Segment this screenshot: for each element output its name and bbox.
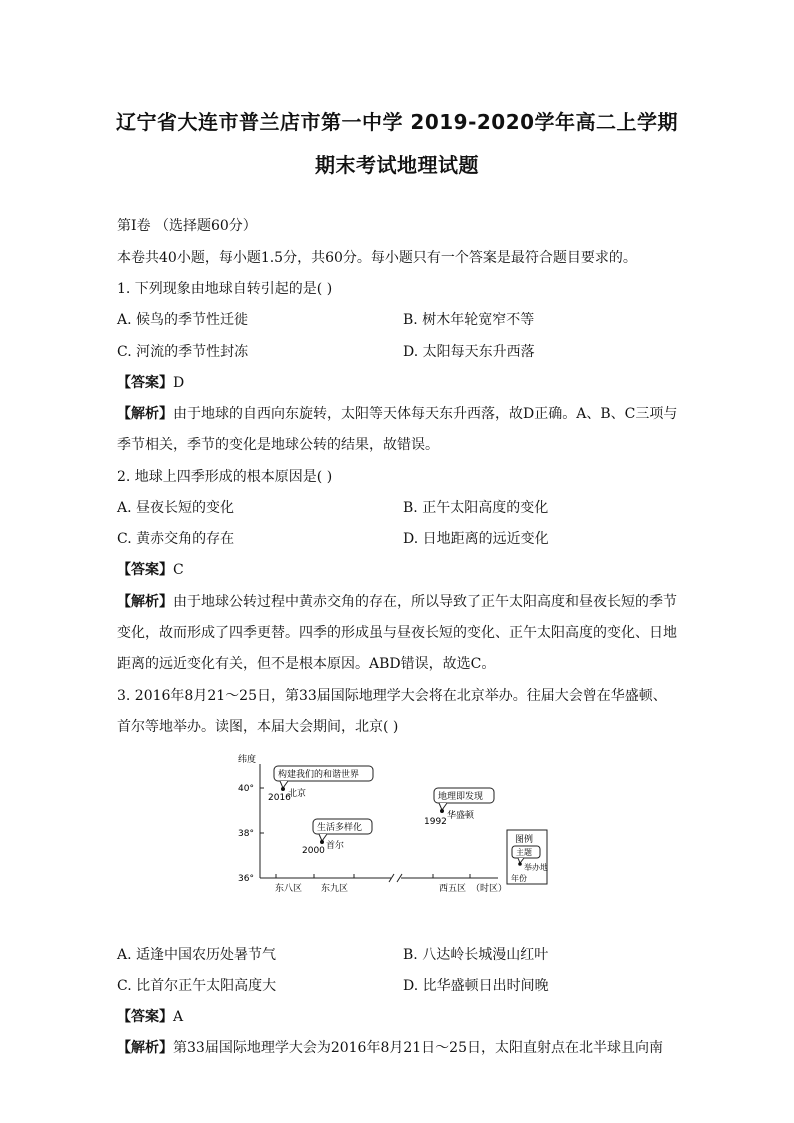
answer-value: A xyxy=(173,1009,184,1025)
answer-value: C xyxy=(173,562,184,578)
year-label-washington: 1992 xyxy=(424,817,447,827)
question-3-option-a: A. 适逢中国农历处暑节气 xyxy=(117,947,277,963)
point-washington xyxy=(440,809,444,813)
question-3-answer xyxy=(117,1007,183,1027)
question-1-analysis-line-2: 季节相关，季节的变化是地球公转的结果，故错误。 xyxy=(117,437,439,453)
y-tick-label: 38° xyxy=(238,829,254,839)
question-1-option-a: A. 候鸟的季节性迁徙 xyxy=(117,312,249,328)
legend-title: 图例 xyxy=(515,835,534,845)
question-2-option-c: C. 黄赤交角的存在 xyxy=(117,531,235,547)
question-2-analysis xyxy=(117,592,677,612)
question-1-option-b: B. 树木年轮宽窄不等 xyxy=(403,312,535,328)
analysis-label: 【解析】 xyxy=(117,594,173,610)
question-3-option-d: D. 比华盛顿日出时间晚 xyxy=(403,978,549,994)
answer-label: 【答案】 xyxy=(117,375,173,391)
x-tick-label: 东九区 xyxy=(321,884,349,894)
point-beijing xyxy=(281,787,285,791)
city-label-beijing: 北京 xyxy=(288,789,307,799)
question-3-stem-line-2: 首尔等地举办。读图，本届大会期间，北京( ) xyxy=(117,719,399,735)
analysis-text: 第33届国际地理学大会为2016年8月21日～25日，太阳直射点在北半球且向南 xyxy=(173,1040,663,1056)
question-3-analysis xyxy=(117,1038,663,1058)
question-2-answer xyxy=(117,560,184,580)
x-axis-label: （时区） xyxy=(471,884,508,894)
point-seoul xyxy=(320,840,324,844)
question-2-option-b: B. 正午太阳高度的变化 xyxy=(403,500,549,516)
question-1-analysis xyxy=(117,404,677,424)
question-2-stem: 2. 地球上四季形成的根本原因是( ) xyxy=(117,469,333,485)
page-title-line-2: 期末考试地理试题 xyxy=(315,153,479,177)
city-label-washington: 华盛顿 xyxy=(447,811,475,821)
question-1-answer xyxy=(117,373,184,393)
y-axis-label: 纬度 xyxy=(238,755,257,765)
question-2-option-d: D. 日地距离的远近变化 xyxy=(403,531,549,547)
legend-year-label: 年份 xyxy=(511,874,527,883)
theme-label-beijing: 构建我们的和谐世界 xyxy=(278,770,360,780)
analysis-text: 由于地球公转过程中黄赤交角的存在，所以导致了正午太阳高度和昼夜长短的季节 xyxy=(173,594,677,610)
x-tick-label: 东八区 xyxy=(275,884,303,894)
analysis-label: 【解析】 xyxy=(117,1040,173,1056)
page-title-line-1: 辽宁省大连市普兰店市第一中学 2019-2020学年高二上学期 xyxy=(115,110,679,134)
legend-point-sample xyxy=(518,862,522,866)
question-1-option-c: C. 河流的季节性封冻 xyxy=(117,344,249,360)
analysis-label: 【解析】 xyxy=(117,406,173,422)
question-3-stem: 3. 2016年8月21～25日，第33届国际地理学大会将在北京举办。往届大会曾在华盛顿、 xyxy=(117,688,667,704)
x-tick-label: 西五区 xyxy=(439,884,467,894)
conference-location-figure xyxy=(228,750,558,898)
theme-label-washington: 地理即发现 xyxy=(438,792,484,802)
section-heading: 第Ⅰ卷 （选择题60分） xyxy=(117,218,257,234)
question-2-analysis-line-2: 变化，故而形成了四季更替。四季的形成虽与昼夜长短的变化、正午太阳高度的变化、日地 xyxy=(117,625,677,641)
year-label-seoul: 2000 xyxy=(302,846,325,856)
answer-label: 【答案】 xyxy=(117,1009,173,1025)
answer-label: 【答案】 xyxy=(117,562,173,578)
callout-pointer xyxy=(439,803,447,810)
callout-pointer xyxy=(280,781,288,788)
city-label-seoul: 首尔 xyxy=(326,841,345,851)
legend-theme-label: 主题 xyxy=(516,848,532,857)
callout-pointer xyxy=(319,834,327,841)
section-instructions: 本卷共40小题，每小题1.5分，共60分。每小题只有一个答案是最符合题目要求的。 xyxy=(117,250,637,266)
question-2-analysis-line-3: 距离的远近变化有关，但不是根本原因。ABD错误，故选C。 xyxy=(117,656,496,672)
legend-city-label: 举办地 xyxy=(524,863,548,872)
question-3-option-c: C. 比首尔正午太阳高度大 xyxy=(117,978,277,994)
year-label-beijing: 2016 xyxy=(268,793,291,803)
question-2-option-a: A. 昼夜长短的变化 xyxy=(117,500,235,516)
analysis-text: 由于地球的自西向东旋转，太阳等天体每天东升西落，故D正确。A、B、C三项与 xyxy=(173,406,678,422)
question-1-stem: 1. 下列现象由地球自转引起的是( ) xyxy=(117,281,333,297)
question-3-option-b: B. 八达岭长城漫山红叶 xyxy=(403,947,549,963)
answer-value: D xyxy=(173,375,185,391)
question-1-option-d: D. 太阳每天东升西落 xyxy=(403,344,535,360)
y-tick-label: 40° xyxy=(238,784,254,794)
theme-label-seoul: 生活多样化 xyxy=(317,823,363,833)
y-tick-label: 36° xyxy=(238,874,254,884)
